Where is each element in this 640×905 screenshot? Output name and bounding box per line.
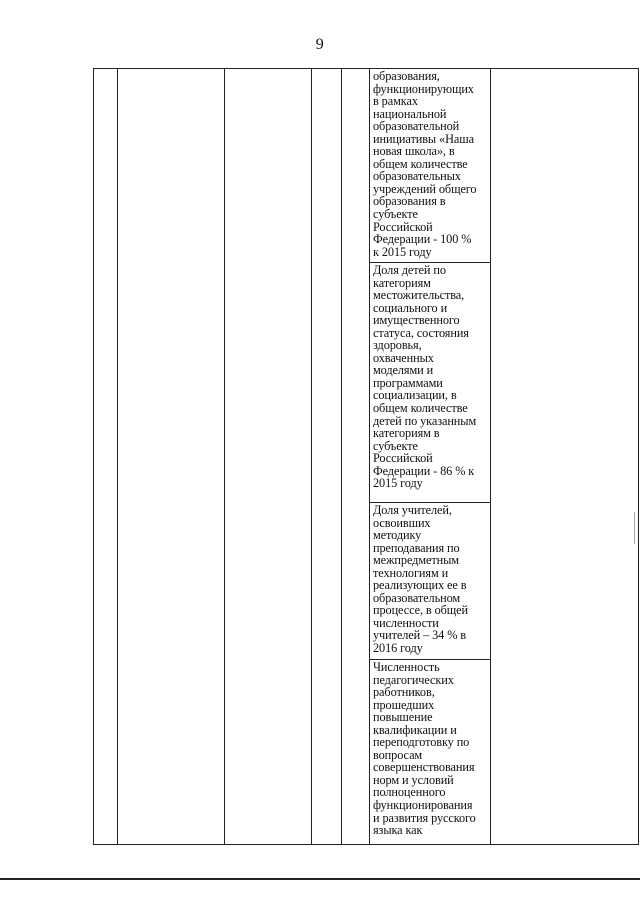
table-column-5-cell (342, 69, 370, 845)
indicator-cell (370, 660, 491, 845)
indicator-text: Доля детей по категориям местожительства, социального и имущественного статуса, состояния здоровья, охваченных моделями и программами социализации, в общем количестве детей по указанным категориям в субъекте Российской Федерации - 86 % к 2015 году (373, 263, 477, 491)
table-column-3-cell (225, 69, 312, 845)
page-bottom-rule (0, 878, 640, 880)
indicator-cell (370, 69, 491, 263)
indicator-cell (370, 503, 491, 660)
indicator-text: Численность педагогических работников, прошедших повышение квалификации и переподготовку по вопросам совершенствования норм и условий полноценного функционирования и развития русского языка как (373, 660, 476, 838)
page-number: 9 (315, 36, 325, 53)
table-column-7-cell (491, 69, 639, 845)
table-row (94, 69, 639, 263)
indicator-text: Доля учителей, освоивших методику преподавания по межпредметным технологиям и реализующих ее в образовательном процессе, в общей численности учителей – 34 % в 2016 году (373, 503, 468, 656)
table-column-4-cell (312, 69, 342, 845)
indicator-cell (370, 263, 491, 503)
table-column-1-cell (94, 69, 118, 845)
margin-mark (634, 512, 635, 544)
document-table (93, 68, 639, 845)
indicator-text: образования, функционирующих в рамках национальной образовательной инициативы «Наша новая школа», в общем количестве образовательных учреждений общего образования в субъекте Российской Федерации - 100 % к 2015 году (373, 69, 477, 259)
table-column-2-cell (118, 69, 225, 845)
